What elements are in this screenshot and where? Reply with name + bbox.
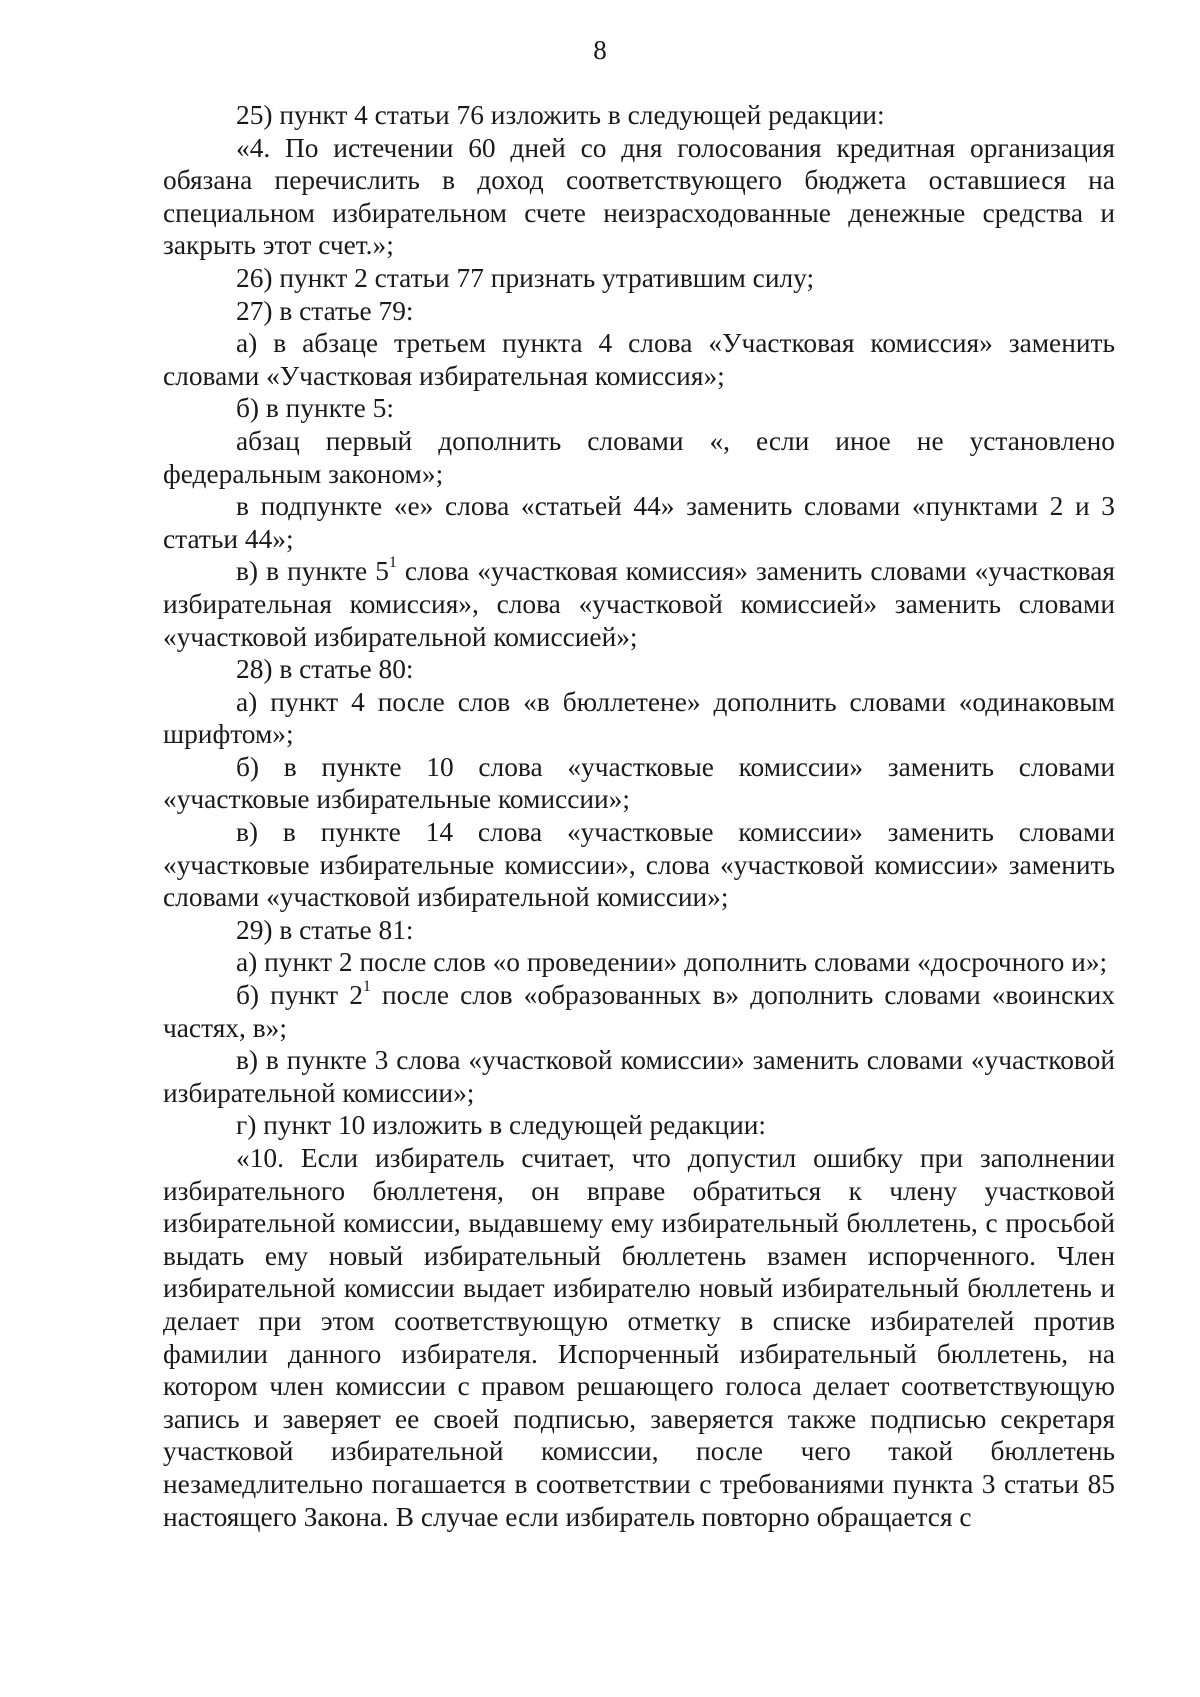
paragraph-29-b-after: после слов «образованных в» дополнить словами «воинских частях, в»; (163, 980, 1115, 1043)
paragraph-27-b: б) в пункте 5: (236, 393, 394, 424)
paragraph-29-a: а) пункт 2 после слов «о проведении» дополнить словами «досрочного и»; (236, 947, 1108, 978)
paragraph-29-v: в) в пункте 3 слова «участковой комиссии» заменить словами «участковой избирательной комиссии»; (163, 1045, 1115, 1108)
paragraph-28-b: б) в пункте 10 слова «участковые комиссии» заменить словами «участковые избирательные комиссии»; (163, 751, 1115, 815)
paragraph-item-29: 29) в статье 81: (236, 914, 414, 945)
paragraph-29-b-before: б) пункт 2 (236, 980, 363, 1011)
paragraph-27-v (163, 555, 1115, 653)
paragraph-27-b-podpunkt: в подпункте «е» слова «статьей 44» заменить словами «пунктами 2 и 3 статьи 44»; (163, 491, 1115, 554)
superscript: 1 (388, 554, 397, 572)
document-body (163, 99, 1115, 1533)
paragraph-28-a: а) пункт 4 после слов «в бюллетене» дополнить словами «одинаковым шрифтом»; (163, 686, 1115, 750)
paragraph-27-v-after: слова «участковая комиссия» заменить словами «участковая избирательная комиссия», слова «участковой комиссией» заменить словами «участковой избирательной комиссией»; (163, 556, 1115, 652)
paragraph-item-28: 28) в статье 80: (236, 654, 414, 685)
paragraph-item-26: 26) пункт 2 статьи 77 признать утратившим силу; (236, 262, 815, 293)
superscript: 1 (362, 978, 371, 996)
paragraph-item-27: 27) в статье 79: (236, 295, 414, 326)
paragraph-27-a: а) в абзаце третьем пункта 4 слова «Участковая комиссия» заменить словами «Участковая избирательная комиссия»; (163, 328, 1115, 391)
page-number: 8 (593, 35, 607, 65)
paragraph-item-25: 25) пункт 4 статьи 76 изложить в следующей редакции: (236, 100, 885, 130)
paragraph-28-v: в) в пункте 14 слова «участковые комиссии» заменить словами «участковые избирательные комиссии», слова «участковой комиссии» заменить словами «участковой избирательной комиссии»; (163, 817, 1115, 913)
paragraph-29-b (163, 979, 1115, 1044)
paragraph-quote-4: «4. По истечении 60 дней со дня голосования кредитная организация обязана перечислить в доход соответствующего бюджета оставшиеся на специальном избирательном счете неизрасходованные денежные средства и закрыть этот счет.»; (163, 132, 1115, 261)
paragraph-27-b-abzac: абзац первый дополнить словами «, если иное не установлено федеральным законом»; (163, 425, 1115, 489)
paragraph-29-g: г) пункт 10 изложить в следующей редакции: (236, 1110, 766, 1141)
paragraph-27-v-before: в) в пункте 5 (236, 556, 389, 587)
paragraph-quote-10: «10. Если избиратель считает, что допустил ошибку при заполнении избирательного бюллетеня, он вправе обратиться к члену участковой избирательной комиссии, выдавшему ему избирательный бюллетень, с просьбой выдать ему новый избирательный бюллетень взамен испорченного. Член избирательной комиссии выдает избирателю новый избирательный бюллетень и делает при этом соответствующую отметку в списке избирателей против фамилии данного избирателя. Испорченный избирательный бюллетень, на котором член комиссии с правом решающего голоса делает соответствующую запись и заверяет ее своей подписью, заверяется также подписью секретаря участковой избирательной комиссии, после чего такой бюллетень незамедлительно погашается в соответствии с требованиями пункта 3 статьи 85 настоящего Закона. В случае если избиратель повторно обращается с (163, 1143, 1115, 1532)
